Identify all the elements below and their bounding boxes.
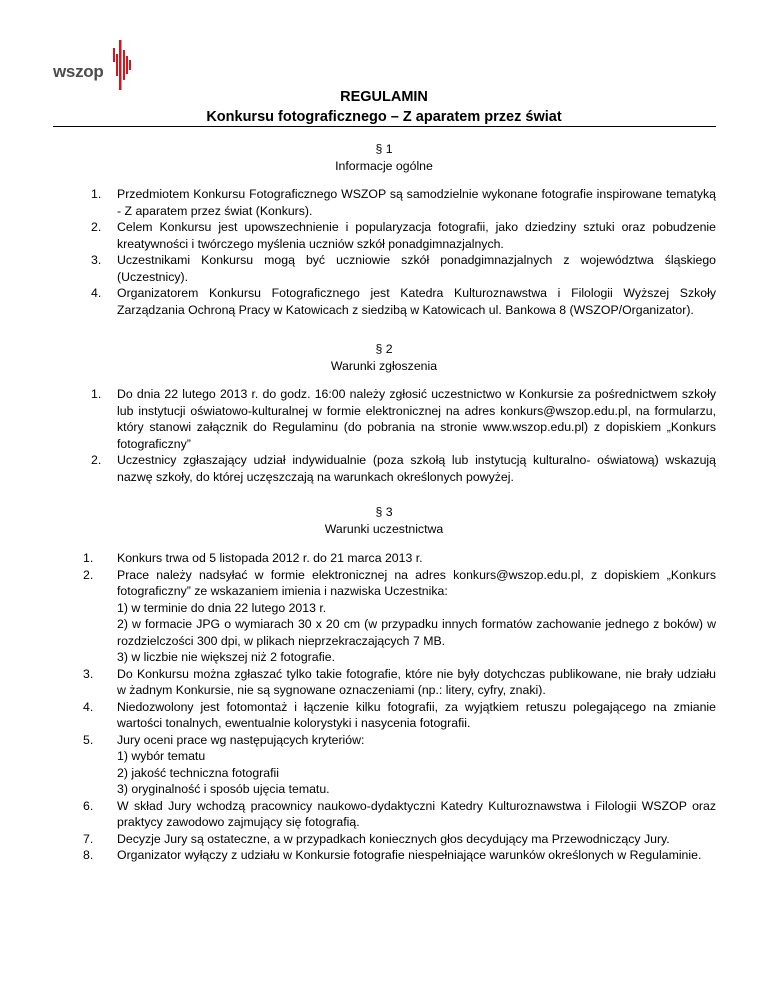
list-item [91,252,716,285]
sub-item: 2) jakość techniczna fotografii [117,765,279,780]
list-item [91,186,716,219]
item-number: 3. [91,253,102,267]
section-sign: § 1 [375,142,393,156]
list-item [83,699,716,732]
list-item [91,386,716,452]
list-item [91,285,716,318]
item-number: 2. [91,220,102,234]
list-item [83,567,716,666]
item-text: Konkurs trwa od 5 listopada 2012 r. do 21 marca 2013 r. [117,551,423,565]
logo-text: wszop [53,62,104,81]
item-text: Do Konkursu można zgłaszać tylko takie fotografie, które nie były dotychczas publikowane, nie brały udziału w żadnym Konkursie, nie są sygnowane oznaczeniami (np.: litery, cyfry, znaki). [117,666,716,697]
section-sign: § 3 [375,505,393,519]
list-item [83,666,716,699]
list-item [83,732,716,798]
item-number: 1. [91,187,102,201]
section-3-list [83,550,716,864]
header-divider [53,126,716,127]
wszop-logo [53,40,133,90]
item-number: 1. [83,551,94,565]
item-text: Organizatorem Konkursu Fotograficznego jest Katedra Kulturoznawstwa i Filologii Wyższej Szkoły Zarządzania Ochroną Pracy w Katowicach z siedzibą w Katowicach ul. Bankowa 8 (WSZOP/Organizator). [117,286,716,317]
section-title: Warunki uczestnictwa [324,522,444,536]
section-1-list [91,186,716,318]
item-number: 1. [91,387,102,401]
document-title: REGULAMIN [340,89,428,105]
section-sign: § 2 [375,342,393,356]
item-text: Uczestnikami Konkursu mogą być uczniowie szkół ponadgimnazjalnych z województwa śląskiego (Uczestnicy). [117,253,716,284]
section-title: Informacje ogólne [335,159,433,173]
document-subtitle: Konkursu fotograficznego – Z aparatem przez świat [206,109,562,125]
item-text: Uczestnicy zgłaszający udział indywidualnie (poza szkołą lub instytucją kulturalno- oświatową) wskazują nazwę szkoły, do której uczęszczają na warunkach określonych powyżej. [117,453,716,484]
item-text: Prace należy nadsyłać w formie elektronicznej na adres konkurs@wszop.edu.pl, z dopiskiem „Konkurs fotograficzny” ze wskazaniem imienia i nazwiska Uczestnika: [117,567,716,598]
sub-item: 3) w liczbie nie większej niż 2 fotografie. [117,650,336,664]
item-text: W skład Jury wchodzą pracownicy naukowo-dydaktyczni Katedry Kulturoznawstwa i Filologii WSZOP oraz praktycy zawodowo zajmujący się fotografią. [117,798,716,829]
section-title: Warunki zgłoszenia [330,359,438,373]
list-item [91,452,716,485]
item-text: Niedozwolony jest fotomontaż i łączenie kilku fotografii, za wyjątkiem retuszu polegającego na zmianie wartości tonalnych, ewentualnie kolorystyki i nasycenia fotografii. [117,699,716,730]
list-item [83,550,716,567]
item-text: Jury oceni prace wg następujących kryteriów: [117,732,365,747]
section-1-heading [0,141,768,175]
sub-item: 1) w terminie do dnia 22 lutego 2013 r. [117,600,327,615]
item-number: 2. [91,453,102,467]
item-number: 6. [83,798,94,813]
item-number: 3. [83,666,94,681]
item-number: 7. [83,831,94,846]
list-item [83,847,716,864]
list-item [91,219,716,252]
section-3-heading [0,504,768,538]
sub-item: 1) wybór tematu [117,749,206,763]
list-item [83,798,716,831]
item-number: 4. [91,286,102,300]
document-header [0,87,768,127]
item-text: Przedmiotem Konkursu Fotograficznego WSZOP są samodzielnie wykonane fotografie inspirowane tematyką - Z aparatem przez świat (Konkurs). [117,187,716,218]
sub-item: 2) w formacie JPG o wymiarach 30 x 20 cm (w przypadku innych formatów zachowanie jednego z boków) w rozdzielczości 300 dpi, w plikach nieprzekraczających 7 MB. [117,617,716,648]
item-number: 8. [83,848,94,862]
item-text: Organizator wyłączy z udziału w Konkursie fotografie niespełniające warunków określonych w Regulaminie. [117,848,702,862]
sub-item: 3) oryginalność i sposób ujęcia tematu. [117,782,330,796]
section-2-list [91,386,716,485]
item-text: Decyzje Jury są ostateczne, a w przypadkach koniecznych głos decydujący ma Przewodniczący Jury. [117,831,670,846]
item-number: 5. [83,732,94,747]
list-item [83,831,716,848]
item-number: 2. [83,567,94,582]
item-number: 4. [83,699,94,714]
section-2-heading [0,341,768,375]
item-text: Do dnia 22 lutego 2013 r. do godz. 16:00 należy zgłosić uczestnictwo w Konkursie za pośrednictwem szkoły lub instytucji oświatowo-kulturalnej w formie elektronicznej na adres konkurs@wszop.edu.pl, na formularzu, który stanowi załącznik do Regulaminu (do pobrania na stronie www.wszop.edu.pl) z dopiskiem „Konkurs fotograficzny” [117,387,716,451]
item-text: Celem Konkursu jest upowszechnienie i popularyzacja fotografii, jako dziedziny sztuki oraz pobudzenie kreatywności i twórczego myślenia uczniów szkół ponadgimnazjalnych. [117,220,716,251]
